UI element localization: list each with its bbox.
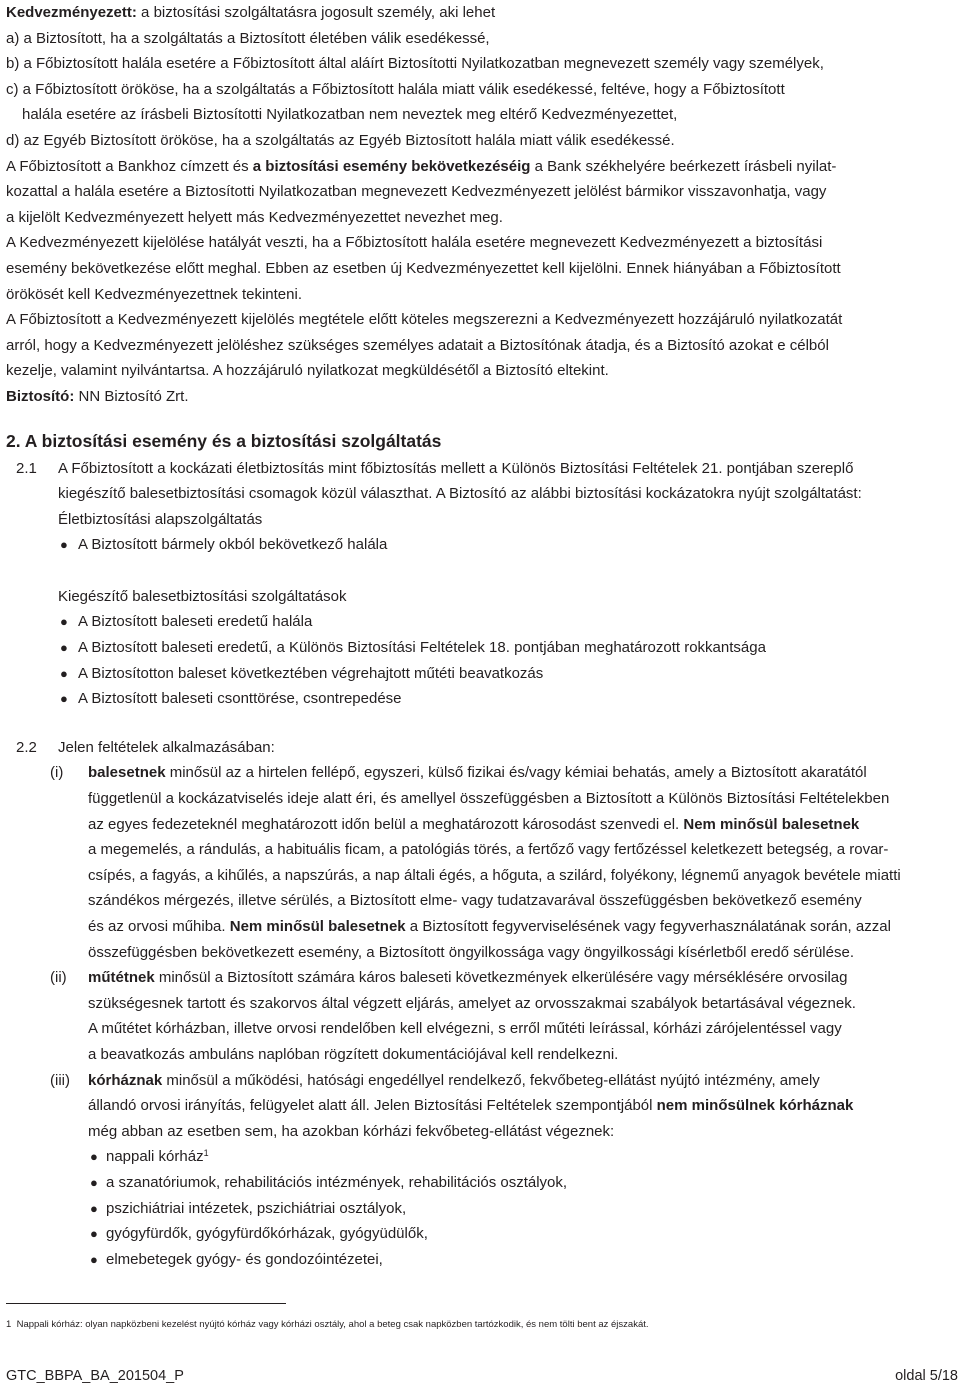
- section-2-2: [6, 735, 958, 761]
- list-item: [88, 1247, 958, 1273]
- term-surgery: műtétnek: [88, 969, 155, 987]
- list-item-text: a szanatóriumok, rehabilitációs intézmények, rehabilitációs osztályok,: [106, 1173, 568, 1191]
- term-accident: balesetnek: [88, 764, 166, 782]
- bullet-icon: ●: [60, 614, 68, 630]
- beneficiary-item-b: b) a Főbiztosított halála esetére a Főbiztosított által aláírt Biztosítotti Nyilatkozatban megnevezett személy vagy személyek,: [6, 55, 824, 73]
- beneficiary-term: Kedvezményezett:: [6, 4, 137, 21]
- definition-line: [88, 812, 958, 838]
- paragraph-revocation-line3: a kijelölt Kedvezményezett helyett más Kedvezményezettet nevezhet meg.: [6, 208, 503, 226]
- footnote-divider: [6, 1303, 286, 1304]
- insurer-line: [6, 384, 958, 410]
- paragraph-lapse: A Kedvezményezett kijelölése hatályát veszti, ha a Főbiztosított halála esetére megnevezett Kedvezményezett a biztosítási: [6, 234, 823, 252]
- spacer: [58, 558, 958, 584]
- section-2-1-line2: kiegészítő balesetbiztosítási csomagok közül választhat. A Biztosító az alábbi biztosítási kockázatokra nyújt szolgáltatást:: [58, 485, 862, 503]
- definition-line: szükségesnek tartott és szakorvos által végzett eljárás, amelyet az orvosszakmai szabályok betartásával végeznek.: [88, 994, 856, 1012]
- section-2-1-line1: A Főbiztosított a kockázati életbiztosítás mint főbiztosítás mellett a Különös Biztosítási Feltételek 21. pontjában szereplő: [58, 459, 854, 477]
- definition-surgery: [6, 965, 958, 1067]
- list-item: [58, 635, 958, 661]
- list-item: [58, 661, 958, 687]
- section-2-1: [6, 456, 958, 712]
- supplementary-service-heading: Kiegészítő balesetbiztosítási szolgáltatások: [58, 587, 347, 605]
- paragraph-consent: A Főbiztosított a Kedvezményezett kijelölés megtétele előtt köteles megszerezni a Kedvezményezett hozzájáruló nyilatkozatát: [6, 311, 843, 329]
- bullet-icon: ●: [90, 1200, 98, 1216]
- bold-span: Nem minősül balesetnek: [683, 815, 860, 833]
- list-item-text: A Biztosított bármely okból bekövetkező halála: [78, 536, 388, 554]
- bullet-icon: ●: [90, 1251, 98, 1267]
- footnote-reference[interactable]: 1: [203, 1148, 209, 1159]
- supplementary-service-list: [58, 609, 958, 711]
- page-number: oldal 5/18: [895, 1368, 958, 1384]
- text-span: A Főbiztosított a Bankhoz címzett és: [6, 157, 253, 175]
- list-item: [58, 686, 958, 712]
- bold-span: nem minősülnek kórháznak: [656, 1097, 854, 1115]
- roman-numeral: (iii): [50, 1071, 70, 1089]
- footnote: [6, 1318, 649, 1332]
- bullet-icon: ●: [60, 640, 68, 656]
- paragraph-consent-line3: kezelje, valamint nyilvántartsa. A hozzájáruló nyilatkozat megküldésétől a Biztosító eltekint.: [6, 362, 609, 380]
- bold-span: a biztosítási esemény bekövetkezéséig: [252, 157, 531, 175]
- definition-line: függetlenül a kockázatviselés ideje alatt éri, és amellyel összefüggésben a Biztosított a Különös Biztosítási Feltételekben: [88, 790, 890, 808]
- section-number: 2.2: [16, 738, 37, 756]
- text-span: minősül a Biztosított számára káros baleseti következmények elkerülésére vagy mérséklésére orvosilag: [154, 969, 848, 987]
- text-span: állandó orvosi irányítás, felügyelet alatt áll. Jelen Biztosítási Feltételek szempontjából: [88, 1097, 657, 1115]
- list-item-text: A Biztosított baleseti csonttörése, csontrepedése: [78, 690, 402, 708]
- text-span: a Bank székhelyére beérkezett írásbeli nyilat-: [530, 157, 837, 175]
- bold-span: Nem minősül balesetnek: [229, 918, 406, 935]
- term-hospital: kórháznak: [88, 1071, 163, 1089]
- paragraph-consent-line2: arról, hogy a Kedvezményezett jelöléshez szükséges személyes adatait a Biztosítónak átadja, és a Biztosító azokat e célból: [6, 336, 829, 354]
- bullet-icon: ●: [60, 665, 68, 681]
- definition-line: még abban az esetben sem, ha azokban kórházi fekvőbeteg-ellátást végeznek:: [88, 1122, 615, 1140]
- list-item-text: A Biztosított baleseti eredetű, a Különös Biztosítási Feltételek 18. pontjában meghatározott rokkantsága: [78, 639, 766, 657]
- insurer-label: Biztosító:: [6, 387, 75, 405]
- list-item: [58, 532, 958, 558]
- definition-line: [88, 914, 958, 940]
- section-number: 2.1: [16, 459, 37, 477]
- roman-numeral: (ii): [50, 969, 67, 987]
- definition-line: [88, 965, 958, 991]
- paragraph-lapse-line2: esemény bekövetkezése előtt meghal. Ebben az esetben új Kedvezményezettet kell kijelölni. Ennek hiányában a Főbiztosított: [6, 259, 841, 277]
- bullet-icon: ●: [60, 537, 68, 553]
- basic-service-list: [58, 532, 958, 558]
- definition-line: szándékos mérgezés, illetve sérülés, a Biztosított elme- vagy tudatzavarával összefüggésben bekövetkező esemény: [88, 892, 862, 910]
- list-item-text: pszichiátriai intézetek, pszichiátriai osztályok,: [106, 1199, 407, 1217]
- definition-line: [88, 1093, 958, 1119]
- paragraph-lapse-line3: örökösét kell Kedvezményezettnek tekinteni.: [6, 285, 302, 303]
- list-item: [88, 1196, 958, 1222]
- list-item: [88, 1221, 958, 1247]
- definition-line: a megemelés, a rándulás, a habituális ficam, a patológiás törés, a fertőző vagy fertőzéssel keletkezett betegség, a rovar-: [88, 841, 889, 859]
- definition-line: [88, 760, 958, 786]
- text-span: az egyes fedezeteknél meghatározott időn belül a meghatározott károsodást szenvedi el.: [88, 815, 684, 833]
- beneficiary-item-c: c) a Főbiztosított örököse, ha a szolgáltatás a Főbiztosított halála miatt válik esedékessé, feltéve, hogy a Főbiztosított: [6, 80, 785, 98]
- text-span: a Biztosított fegyverviselésének vagy fegyverhasználatának során, azzal: [405, 918, 891, 935]
- bullet-icon: ●: [90, 1226, 98, 1242]
- text-span: minősül a működési, hatósági engedéllyel rendelkező, fekvőbeteg-ellátást nyújtó intézmény, amely: [162, 1071, 820, 1089]
- document-code: GTC_BBPA_BA_201504_P: [6, 1368, 184, 1384]
- definition-line: A műtétet kórházban, illetve orvosi rendelőben kell elvégezni, s erről műtéti leírással, kórházi zárójelentéssel vagy: [88, 1020, 842, 1038]
- document-page: [6, 0, 958, 1272]
- beneficiary-item-c-cont: halála esetére az írásbeli Biztosítotti Nyilatkozatban nem neveztek meg eltérő Kedvezményezettet,: [22, 106, 678, 124]
- section-2-heading: 2. A biztosítási esemény és a biztosítási szolgáltatás: [6, 430, 442, 451]
- roman-numeral: (i): [50, 764, 64, 782]
- paragraph-revocation: [6, 154, 958, 180]
- list-item-text: gyógyfürdők, gyógyfürdőkórházak, gyógyüdülők,: [106, 1225, 428, 1243]
- beneficiary-item-a: a) a Biztosított, ha a szolgáltatás a Biztosított életében válik esedékessé,: [6, 29, 490, 47]
- text-span: minősül az a hirtelen fellépő, egyszeri, külső fizikai és/vagy kémiai behatás, amely a Biztosított akaratától: [165, 764, 867, 782]
- definition-line: csípés, a fagyás, a kihűlés, a napszúrás, a nap általi égés, a hőguta, a szilárd, folyékony, légnemű anyagok bevétele miatti: [88, 866, 901, 884]
- text-span: és az orvosi műhiba.: [88, 918, 230, 935]
- list-item-text: nappali kórház: [106, 1148, 204, 1166]
- list-item: [88, 1170, 958, 1196]
- definition-line: a beavatkozás ambuláns naplóban rögzített dokumentációjával kell rendelkezni.: [88, 1045, 619, 1063]
- list-item: [58, 609, 958, 635]
- list-item-text: elmebetegek gyógy- és gondozóintézetei,: [106, 1250, 383, 1268]
- paragraph-revocation-line2: kozattal a halála esetére a Biztosítotti Nyilatkozatban megnevezett Kedvezményezett jelölést bármikor visszavonhatja, vagy: [6, 183, 827, 201]
- excluded-institutions-list: [88, 1144, 958, 1272]
- list-item-text: A Biztosított baleseti eredetű halála: [78, 613, 313, 631]
- basic-service-heading: Életbiztosítási alapszolgáltatás: [58, 510, 263, 528]
- bullet-icon: ●: [60, 691, 68, 707]
- definition-accident: [6, 760, 958, 965]
- list-item: [88, 1144, 958, 1170]
- beneficiary-definition: [6, 0, 958, 26]
- list-item-text: A Biztosítotton baleset következtében végrehajtott műtéti beavatkozás: [78, 664, 544, 682]
- definition-line: [88, 1068, 958, 1094]
- beneficiary-item-d: d) az Egyéb Biztosított örököse, ha a szolgáltatás az Egyéb Biztosított halála miatt válik esedékessé.: [6, 131, 675, 149]
- bullet-icon: ●: [90, 1174, 98, 1190]
- definition-line: összefüggésben bekövetkezett esemény, a Biztosított öngyilkossága vagy öngyilkossági kísérletből eredő sérülése.: [88, 943, 854, 961]
- beneficiary-text: a biztosítási szolgáltatásra jogosult személy, aki lehet: [136, 4, 496, 21]
- bullet-icon: ●: [90, 1149, 98, 1165]
- footnote-text: Nappali kórház: olyan napközbeni kezelést nyújtó kórház vagy kórházi osztály, ahol a beteg csak napközben tartózkodik, és nem tölti bent az éjszakát.: [16, 1319, 649, 1330]
- footnote-number: 1: [6, 1319, 12, 1330]
- definition-hospital: [6, 1068, 958, 1273]
- section-2-2-intro: Jelen feltételek alkalmazásában:: [58, 738, 275, 756]
- insurer-value: NN Biztosító Zrt.: [74, 387, 189, 405]
